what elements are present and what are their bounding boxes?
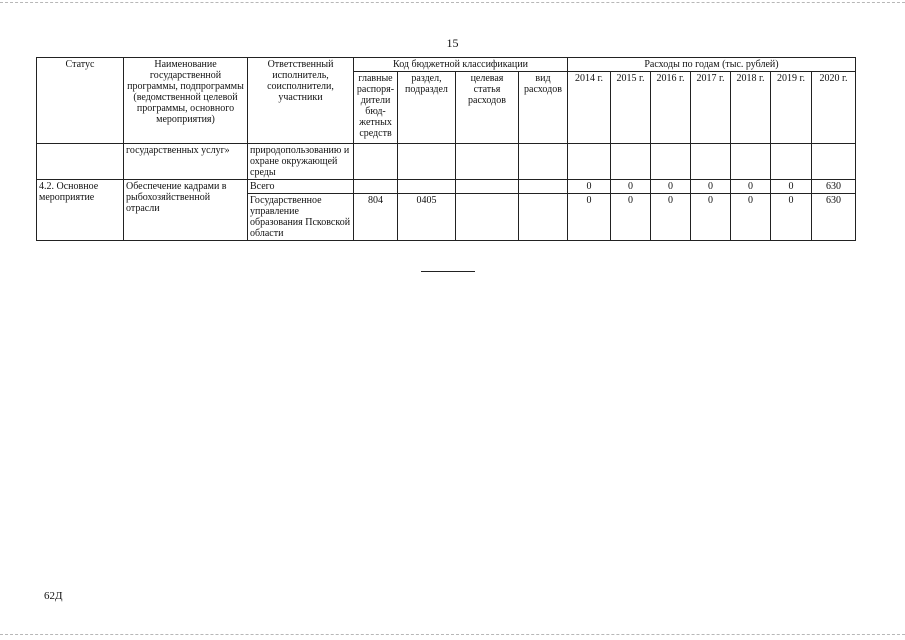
agency-value-2017: 0 (691, 194, 731, 241)
header-year-2020: 2020 г. (812, 72, 856, 144)
header-year-2014: 2014 г. (568, 72, 611, 144)
agency-value-2018: 0 (731, 194, 771, 241)
continuation-status-cell (37, 144, 124, 180)
empty-cell (354, 180, 398, 194)
empty-cell (651, 144, 691, 180)
total-executor-cell: Всего (248, 180, 354, 194)
empty-cell (812, 144, 856, 180)
total-value-2020: 630 (812, 180, 856, 194)
header-section: раздел, подраздел (398, 72, 456, 144)
empty-cell (398, 180, 456, 194)
empty-cell (731, 144, 771, 180)
agency-value-2019: 0 (771, 194, 812, 241)
agency-value-2014: 0 (568, 194, 611, 241)
header-year-2019: 2019 г. (771, 72, 812, 144)
total-value-2016: 0 (651, 180, 691, 194)
header-expenses: Расходы по годам (тыс. рублей) (568, 58, 856, 72)
agency-section-code: 0405 (398, 194, 456, 241)
event-name-cell: Обеспечение кадрами в рыбохозяйственной отрасли (124, 180, 248, 241)
empty-cell (354, 144, 398, 180)
section-divider (421, 271, 475, 272)
continuation-row (37, 144, 856, 180)
header-target-item: целевая статья расходов (456, 72, 519, 144)
continuation-executor-cell: природопользованию и охране окружающей среды (248, 144, 354, 180)
empty-cell (611, 144, 651, 180)
footer-code: 62Д (44, 590, 63, 602)
event-total-row (37, 180, 856, 194)
agency-value-2020: 630 (812, 194, 856, 241)
header-row-1 (37, 58, 856, 72)
header-name: Наименование государственной программы, подпрограммы (ведомственной целевой программы, основного мероприятия) (124, 58, 248, 144)
continuation-name-cell: государственных услуг» (124, 144, 248, 180)
empty-cell (456, 194, 519, 241)
total-value-2019: 0 (771, 180, 812, 194)
empty-cell (519, 194, 568, 241)
header-main-managers: главные распоря-дители бюд-жетных средств (354, 72, 398, 144)
header-year-2018: 2018 г. (731, 72, 771, 144)
total-value-2015: 0 (611, 180, 651, 194)
total-value-2014: 0 (568, 180, 611, 194)
page-number: 15 (446, 36, 459, 50)
total-value-2018: 0 (731, 180, 771, 194)
agency-executor-cell: Государственное управление образования Псковской области (248, 194, 354, 241)
agency-value-2015: 0 (611, 194, 651, 241)
header-year-2015: 2015 г. (611, 72, 651, 144)
budget-table (36, 57, 856, 241)
empty-cell (519, 144, 568, 180)
agency-value-2016: 0 (651, 194, 691, 241)
empty-cell (519, 180, 568, 194)
header-executor: Ответственный исполнитель, соисполнители, участники (248, 58, 354, 144)
empty-cell (456, 180, 519, 194)
header-status: Статус (37, 58, 124, 144)
header-budget-code: Код бюджетной классификации (354, 58, 568, 72)
header-expense-type: вид расходов (519, 72, 568, 144)
agency-manager-code: 804 (354, 194, 398, 241)
header-year-2016: 2016 г. (651, 72, 691, 144)
scan-bottom-edge (0, 634, 905, 638)
event-status-cell: 4.2. Основное мероприятие (37, 180, 124, 241)
empty-cell (398, 144, 456, 180)
empty-cell (771, 144, 812, 180)
empty-cell (691, 144, 731, 180)
empty-cell (456, 144, 519, 180)
header-year-2017: 2017 г. (691, 72, 731, 144)
empty-cell (568, 144, 611, 180)
total-value-2017: 0 (691, 180, 731, 194)
scan-top-edge (0, 2, 905, 6)
